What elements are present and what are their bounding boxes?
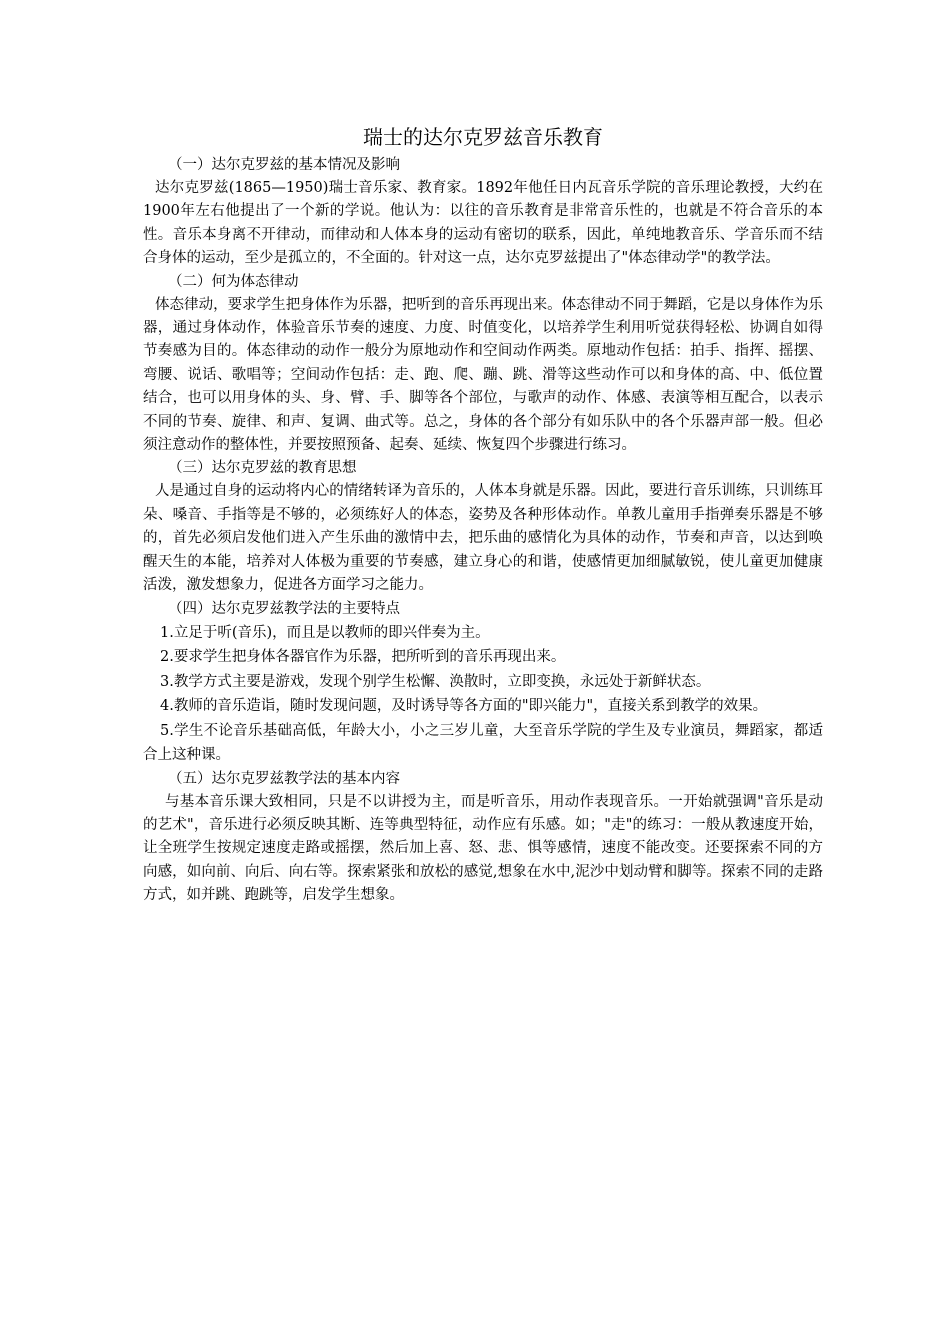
section-heading: （五）达尔克罗兹教学法的基本内容 bbox=[168, 770, 400, 787]
document-page bbox=[143, 120, 823, 908]
section-paragraph: 体态律动，要求学生把身体作为乐器，把听到的音乐再现出来。体态律动不同于舞蹈，它是以身体作为乐器，通过身体动作，体验音乐节奏的速度、力度、时值变化，以培养学生利用听觉获得轻松、协调自如得节奏感为目的。体态律动的动作一般分为原地动作和空间动作两类。原地动作包括：拍手、指挥、摇摆、弯腰、说话、歌唱等；空间动作包括：走、跑、爬、蹦、跳、滑等这些动作可以和身体的高、中、低位置结合，也可以用身体的头、身、臂、手、脚等各个部位，与歌声的动作、体感、表演等相互配合，以表示不同的节奏、旋律、和声、复调、曲式等。总之，身体的各个部分有如乐队中的各个乐器声部一般。但必须注意动作的整体性，并要按照预备、起奏、延续、恢复四个步骤进行练习。 bbox=[143, 296, 823, 454]
section-paragraph: 与基本音乐课大致相同，只是不以讲授为主，而是听音乐，用动作表现音乐。一开始就强调"音乐是动的艺术"，音乐进行必须反映其断、连等典型特征，动作应有乐感。如；"走"的练习：一般从教速度开始，让全班学生按规定速度走路或摇摆，然后加上喜、怒、悲、惧等感情，速度不能改变。还要探索不同的方向感，如向前、向后、向右等。探索紧张和放松的感觉,想象在水中,泥沙中划动臂和脚等。探索不同的走路方式，如并跳、跑跳等，启发学生想象。 bbox=[143, 793, 823, 904]
list-item: 1.立足于听(音乐)，而且是以教师的即兴伴奏为主。 bbox=[160, 624, 490, 641]
list-item: 2.要求学生把身体各器官作为乐器，把所听到的音乐再现出来。 bbox=[160, 649, 566, 665]
section-heading: （一）达尔克罗兹的基本情况及影响 bbox=[168, 157, 400, 173]
section-1 bbox=[143, 154, 823, 271]
section-heading: （二）何为体态律动 bbox=[168, 273, 299, 290]
section-paragraph: 人是通过自身的运动将内心的情绪转译为音乐的，人体本身就是乐器。因此，要进行音乐训练，只训练耳朵、嗓音、手指等是不够的，必须练好人的体态，姿势及各种形体动作。单教儿童用手指弹奏乐器是不够的，首先必须启发他们进入产生乐曲的激情中去，把乐曲的感情化为具体的动作，节奏和声音，以达到唤醒天生的本能，培养对人体极为重要的节奏感，建立身心的和谐，使感情更加细腻敏锐，使儿童更加健康活泼，激发想象力，促进各方面学习之能力。 bbox=[143, 483, 823, 594]
list-item: 4.教师的音乐造诣，随时发现问题，及时诱导等各方面的"即兴能力"，直接关系到教学的效果。 bbox=[160, 698, 768, 714]
section-3 bbox=[143, 457, 823, 597]
section-2 bbox=[143, 271, 823, 458]
document-title: 瑞士的达尔克罗兹音乐教育 bbox=[363, 125, 603, 149]
list-item: 5.学生不论音乐基础高低，年龄大小，小之三岁儿童，大至音乐学院的学生及专业演员，舞蹈家，都适合上这种课。 bbox=[143, 722, 823, 763]
section-heading: （四）达尔克罗兹教学法的主要特点 bbox=[168, 600, 400, 617]
section-4 bbox=[143, 598, 823, 768]
section-5 bbox=[143, 768, 823, 908]
section-heading: （三）达尔克罗兹的教育思想 bbox=[168, 460, 357, 477]
list-item: 3.教学方式主要是游戏，发现个别学生松懈、涣散时，立即变换，永远处于新鲜状态。 bbox=[160, 673, 711, 690]
section-paragraph: 达尔克罗兹(1865—1950)瑞士音乐家、教育家。1892年他任日内瓦音乐学院的音乐理论教授，大约在1900年左右他提出了一个新的学说。他认为：以往的音乐教育是非常音乐性的，也就是不符合音乐的本性。音乐本身离不开律动，而律动和人体本身的运动有密切的联系，因此，单纯地教音乐、学音乐而不结合身体的运动，至少是孤立的，不全面的。针对这一点，达尔克罗兹提出了"体态律动学"的教学法。 bbox=[143, 180, 823, 267]
